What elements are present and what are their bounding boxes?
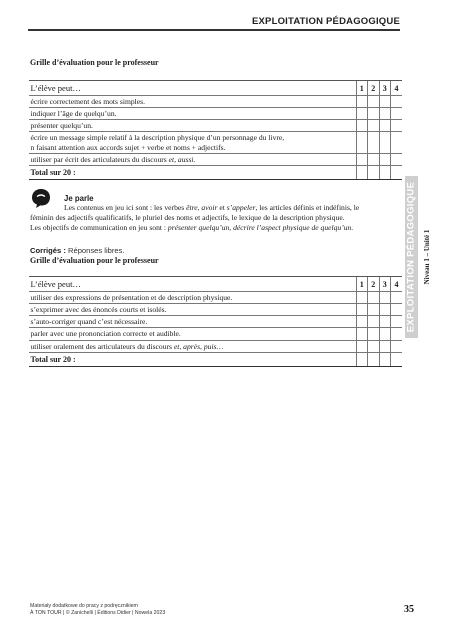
score-cell <box>356 303 368 315</box>
grid-header-label: L’élève peut… <box>29 277 356 292</box>
score-col-2: 2 <box>368 277 380 292</box>
grid-header-row <box>29 81 402 96</box>
grid-header-label: L’élève peut… <box>29 81 356 96</box>
side-tab-label: EXPLOITATION PÉDAGOGIQUE <box>405 181 417 333</box>
score-cell <box>379 132 391 154</box>
table-row <box>29 316 402 328</box>
criterion-line: écrire un message simple relatif à la description physique d’un personnage du livre, <box>30 133 285 143</box>
footer-line-1: Materiały dodatkowe do pracy z podręcznikiem <box>30 603 138 609</box>
speak-line-3 <box>30 223 402 233</box>
score-cell <box>391 352 403 366</box>
score-cell <box>379 166 391 180</box>
score-cell <box>391 316 403 328</box>
score-cell <box>356 291 368 303</box>
score-col-4: 4 <box>391 277 403 292</box>
score-cell <box>368 95 380 107</box>
criterion-text: utiliser des expressions de présentation et de description physique. <box>29 291 356 303</box>
score-cell <box>356 316 368 328</box>
page-number: 35 <box>404 604 414 615</box>
header-rule <box>28 29 400 31</box>
score-cell <box>356 153 368 165</box>
criterion-text: indiquer l’âge de quelqu’un. <box>29 107 356 119</box>
criterion-text <box>29 132 356 154</box>
section-title-speak: Je parle <box>64 194 94 203</box>
text-plain: Les objectifs de communication en jeu sont : <box>30 223 168 233</box>
criterion-text: présenter quelqu’un. <box>29 120 356 132</box>
score-col-1: 1 <box>356 81 368 96</box>
score-cell <box>391 303 403 315</box>
table-row <box>29 303 402 315</box>
score-cell <box>379 303 391 315</box>
score-cell <box>368 340 380 352</box>
speak-line-2: féminin des adjectifs qualificatifs, le pluriel des noms et adjectifs, le lexique de la description physique. <box>30 213 345 223</box>
criterion-text-italic: et, aussi. <box>168 154 196 164</box>
footer-line-2: À TON TOUR | © Zanichelli | Éditions Didier | Nowela 2023 <box>30 609 166 616</box>
score-cell <box>356 352 368 366</box>
text-italic: être, avoir <box>186 203 218 212</box>
score-cell <box>368 328 380 340</box>
criterion-line: n faisant attention aux accords sujet + verbe et noms + adjectifs. <box>30 142 226 152</box>
score-cell <box>391 132 403 154</box>
score-cell <box>368 107 380 119</box>
speak-line-1 <box>30 203 402 213</box>
score-cell <box>368 303 380 315</box>
score-col-1: 1 <box>356 277 368 292</box>
answers-value: Réponses libres. <box>65 246 125 255</box>
criterion-text <box>29 340 356 352</box>
score-cell <box>379 352 391 366</box>
text-plain: et <box>217 203 227 212</box>
score-cell <box>356 107 368 119</box>
score-cell <box>356 120 368 132</box>
total-row <box>29 352 402 366</box>
score-cell <box>379 107 391 119</box>
header-title: EXPLOITATION PÉDAGOGIQUE <box>251 16 400 27</box>
score-cell <box>379 340 391 352</box>
criterion-text: parler avec une prononciation correcte et audible. <box>29 328 356 340</box>
footer <box>30 603 165 616</box>
score-cell <box>391 120 403 132</box>
answers-label: Corrigés : <box>30 246 66 255</box>
total-label: Total sur 20 : <box>29 166 356 180</box>
speak-paragraph <box>30 203 402 234</box>
text-italic: présenter quelqu’un, décrire l’aspect physique de quelqu’un. <box>167 223 354 233</box>
evaluation-grid-speaking <box>29 276 402 367</box>
total-label: Total sur 20 : <box>29 352 356 366</box>
table-row <box>29 291 402 303</box>
score-cell <box>379 291 391 303</box>
score-col-3: 3 <box>379 277 391 292</box>
table-row <box>29 107 402 119</box>
table-row <box>29 95 402 107</box>
criterion-text: s’exprimer avec des énoncés courts et isolés. <box>29 303 356 315</box>
score-cell <box>368 153 380 165</box>
score-cell <box>391 340 403 352</box>
side-unit-label: Niveau 1 – Unité 1 <box>423 229 431 285</box>
score-cell <box>391 95 403 107</box>
score-col-4: 4 <box>391 81 403 96</box>
criterion-text <box>29 153 356 165</box>
score-col-3: 3 <box>379 81 391 96</box>
grid1-title: Grille d’évaluation pour le professeur <box>30 58 159 67</box>
text-plain: Les contenus en jeu ici sont : les verbes <box>64 203 187 212</box>
score-cell <box>368 291 380 303</box>
table-row <box>29 120 402 132</box>
score-cell <box>356 166 368 180</box>
score-cell <box>368 316 380 328</box>
criterion-text-plain: utiliser par écrit des articulateurs du discours <box>30 154 169 164</box>
score-cell <box>356 132 368 154</box>
score-cell <box>356 95 368 107</box>
score-cell <box>379 120 391 132</box>
criterion-text-plain: utiliser oralement des articulateurs du discours <box>30 341 174 351</box>
total-row <box>29 166 402 180</box>
score-cell <box>379 316 391 328</box>
score-cell <box>391 291 403 303</box>
score-col-2: 2 <box>368 81 380 96</box>
evaluation-grid-writing <box>29 80 402 180</box>
score-cell <box>368 166 380 180</box>
criterion-text: s’auto-corriger quand c’est nécessaire. <box>29 316 356 328</box>
score-cell <box>379 328 391 340</box>
criterion-text: écrire correctement des mots simples. <box>29 95 356 107</box>
table-row <box>29 153 402 165</box>
score-cell <box>391 328 403 340</box>
score-cell <box>391 153 403 165</box>
score-cell <box>379 95 391 107</box>
table-row <box>29 340 402 352</box>
text-plain: , les articles définis et indéfinis, le <box>255 203 360 212</box>
score-cell <box>391 166 403 180</box>
score-cell <box>391 107 403 119</box>
score-cell <box>368 352 380 366</box>
answers <box>30 246 125 255</box>
score-cell <box>368 132 380 154</box>
score-cell <box>356 340 368 352</box>
table-row <box>29 328 402 340</box>
score-cell <box>379 153 391 165</box>
score-cell <box>368 120 380 132</box>
text-italic: s’appeler <box>226 203 256 212</box>
grid-header-row <box>29 277 402 292</box>
grid2-title: Grille d’évaluation pour le professeur <box>30 256 159 265</box>
table-row <box>29 132 402 154</box>
score-cell <box>356 328 368 340</box>
criterion-text-italic: et, après, puis… <box>173 341 224 351</box>
